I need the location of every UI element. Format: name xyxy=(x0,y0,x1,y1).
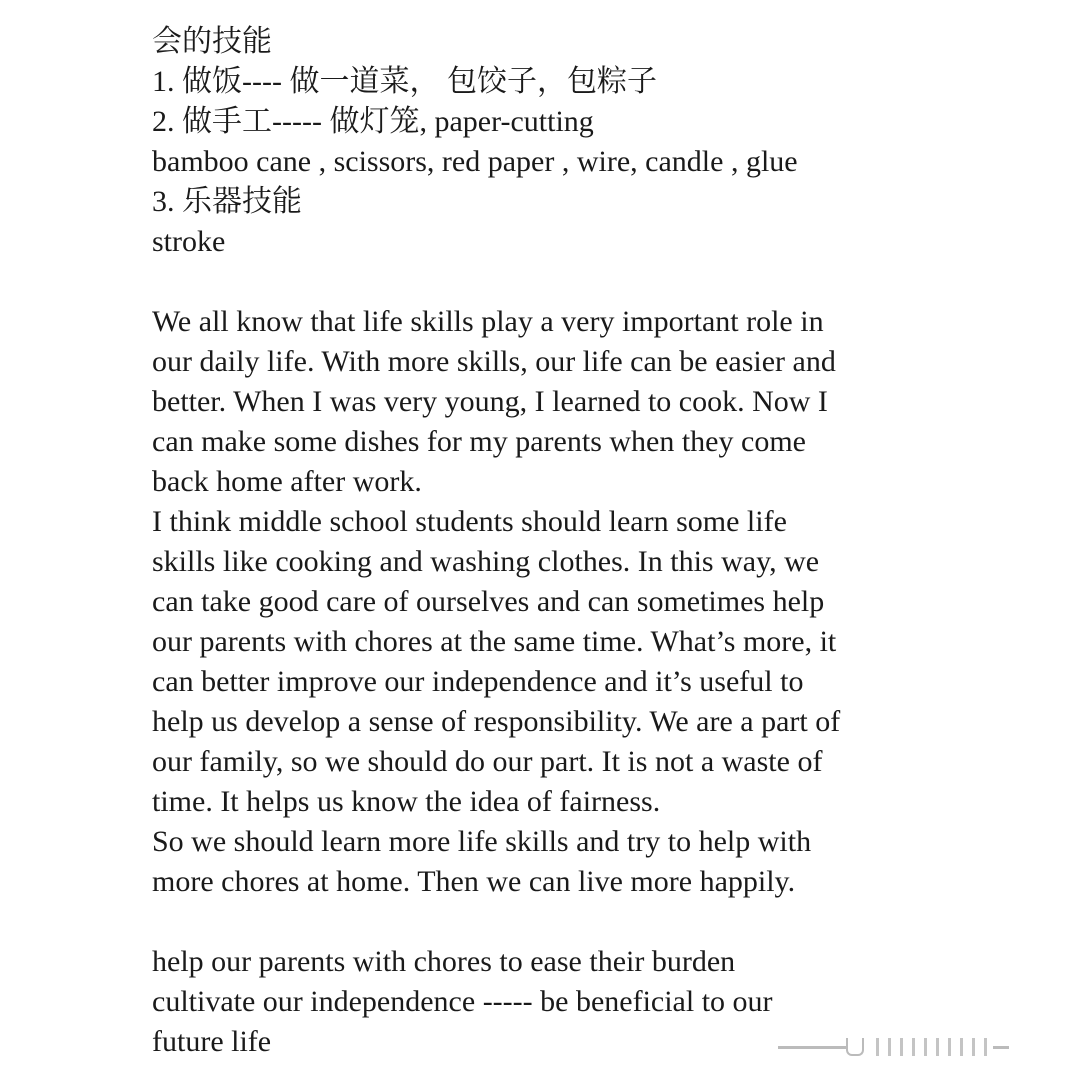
essay-line: skills like cooking and washing clothes. In this way, we xyxy=(152,545,820,578)
tick-mark xyxy=(924,1038,927,1056)
notes-heading: 会的技能 xyxy=(152,24,272,59)
tick-mark xyxy=(984,1038,987,1056)
notes-materials: bamboo cane , scissors, red paper , wire, candle , glue xyxy=(152,145,798,178)
notes-item-instrument: 3. 乐器技能 xyxy=(152,185,302,218)
essay-line: can make some dishes for my parents when they come xyxy=(152,425,806,458)
spacer xyxy=(152,262,1052,302)
tick-mark xyxy=(972,1038,975,1056)
spacer xyxy=(152,902,1052,942)
scroll-track-end xyxy=(993,1046,1009,1049)
tick-mark xyxy=(900,1038,903,1056)
essay-line: time. It helps us know the idea of fairness. xyxy=(152,785,661,818)
essay-line: our family, so we should do our part. It is not a waste of xyxy=(152,745,823,778)
essay-line: So we should learn more life skills and try to help with xyxy=(152,825,812,858)
essay-line: better. When I was very young, I learned to cook. Now I xyxy=(152,385,828,418)
essay-line: We all know that life skills play a very important role in xyxy=(152,305,824,338)
scroll-ticks xyxy=(876,1038,987,1056)
essay-line: back home after work. xyxy=(152,465,422,498)
scroll-handle-icon[interactable] xyxy=(846,1038,864,1056)
notes-stroke: stroke xyxy=(152,225,226,258)
essay-line: our daily life. With more skills, our life can be easier and xyxy=(152,345,836,378)
essay-line: can better improve our independence and it’s useful to xyxy=(152,665,804,698)
tick-mark xyxy=(960,1038,963,1056)
tick-mark xyxy=(948,1038,951,1056)
phrase-line: cultivate our independence ----- be beneficial to our xyxy=(152,985,773,1018)
tick-mark xyxy=(876,1038,879,1056)
phrase-line: help our parents with chores to ease their burden xyxy=(152,945,736,978)
document-body xyxy=(152,22,1052,1062)
essay-line: help us develop a sense of responsibility. We are a part of xyxy=(152,705,841,738)
scroll-track-line xyxy=(778,1046,846,1049)
horizontal-scroll-indicator[interactable] xyxy=(778,1036,1064,1058)
notes-item-handcraft: 2. 做手工----- 做灯笼, paper-cutting xyxy=(152,105,594,138)
tick-mark xyxy=(888,1038,891,1056)
phrase-line: future life xyxy=(152,1025,272,1058)
essay-line: can take good care of ourselves and can sometimes help xyxy=(152,585,825,618)
essay-line: our parents with chores at the same time. What’s more, it xyxy=(152,625,837,658)
tick-mark xyxy=(912,1038,915,1056)
essay-line: I think middle school students should learn some life xyxy=(152,505,787,538)
notes-item-cooking: 1. 做饭---- 做一道菜， 包饺子，包粽子 xyxy=(152,65,657,98)
essay-line: more chores at home. Then we can live more happily. xyxy=(152,865,796,898)
tick-mark xyxy=(936,1038,939,1056)
